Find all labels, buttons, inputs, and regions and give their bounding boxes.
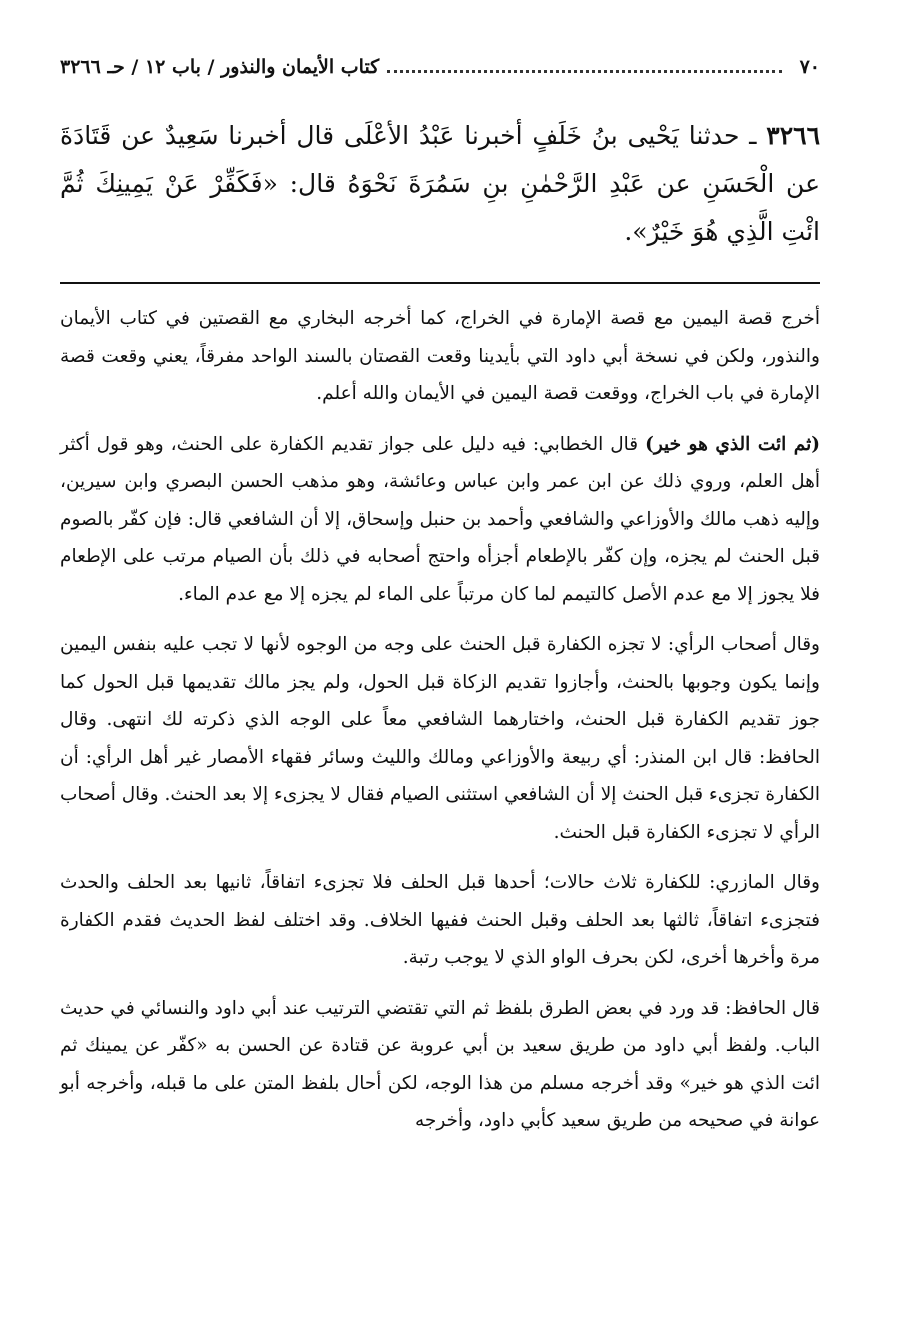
hadith-text-block bbox=[60, 112, 820, 256]
hadith-number: ٣٢٦٦ bbox=[766, 121, 820, 150]
footnote-divider bbox=[60, 282, 820, 284]
commentary-paragraph-2-text: قال الخطابي: فيه دليل على جواز تقديم الكفارة على الحنث، وهو قول أكثر أهل العلم، وروي ذلك عن ابن عمر وابن عباس وعائشة، وهو مذهب الحسن البصري وابن سيرين، وإليه ذهب مالك والأوزاعي والشافعي وأحمد بن حنبل وإسحاق، إلا أن الشافعي قال: فإن كفّر بالصوم قبل الحنث لم يجزه، وإن كفّر بالإطعام أجزأه واحتج أصحابه في ذلك بأن الصيام مرتب على الإطعام فلا يجوز إلا مع عدم الأصل كالتيمم لما كان مرتباً على الماء لم يجزه إلا مع عدم الماء. bbox=[60, 433, 820, 605]
commentary-paragraph-3: وقال أصحاب الرأي: لا تجزه الكفارة قبل الحنث على وجه من الوجوه لأنها لا تجب عليه بنفس اليمين وإنما يكون وجوبها بالحنث، وأجازوا تقديم الزكاة قبل الحول، ولم يجز مالك تقديمها قبل الحول كما جوز تقديم الكفارة قبل الحنث، واختارهما الشافعي معاً على الوجه الذي ذكرته لك انتهى. وقال الحافظ: قال ابن المنذر: أي ربيعة والأوزاعي ومالك والليث وسائر فقهاء الأمصار غير أهل الرأي: أن الكفارة تجزىء قبل الحنث إلا أن الشافعي استثنى الصيام فقال لا يجزىء إلا بعد الحنث. وقال أصحاب الرأي لا تجزىء الكفارة قبل الحنث. bbox=[60, 634, 820, 843]
header-dot-leader bbox=[387, 58, 781, 73]
commentary-lemma: (ثم ائت الذي هو خير) bbox=[645, 433, 820, 455]
commentary-paragraph-4: وقال المازري: للكفارة ثلاث حالات؛ أحدها قبل الحلف فلا تجزىء اتفاقاً، ثانيها بعد الحلف والحدث فتجزىء اتفاقاً، ثالثها بعد الحلف وقبل الحنث ففيها الخلاف. وقد اختلف لفظ الحديث فقدم الكفارة مرة وأخرها أخرى، لكن بحرف الواو الذي لا يوجب رتبة. bbox=[60, 872, 820, 968]
running-title: كتاب الأيمان والنذور / باب ١٢ / حـ ٣٢٦٦ bbox=[60, 56, 380, 78]
page-number: ٧٠ bbox=[799, 56, 820, 78]
commentary bbox=[60, 300, 820, 1140]
commentary-paragraph-5: قال الحافظ: قد ورد في بعض الطرق بلفظ ثم التي تقتضي الترتيب عند أبي داود والنسائي في حديث الباب. ولفظ أبي داود من طريق سعيد بن أبي عروبة عن قتادة عن الحسن به «كفّر عن يمينك ثم ائت الذي هو خير» وقد أخرجه مسلم من هذا الوجه، لكن أحال بلفظ المتن على ما قبله، وأخرجه أبو عوانة في صحيحه من طريق سعيد كأبي داود، وأخرجه bbox=[60, 997, 820, 1131]
commentary-paragraph-2 bbox=[60, 426, 820, 614]
page bbox=[60, 56, 820, 1153]
hadith-text: ـ حدثنا يَحْيى بنُ خَلَفٍ أخبرنا عَبْدُ الأعْلَى قال أخبرنا سَعِيدٌ عن قَتَادَةَ عن الْحَسَنِ عن عَبْدِ الرَّحْمٰنِ بنِ سَمُرَةَ نَحْوَهُ قال: «فَكَفِّرْ عَنْ يَمِينِكَ ثُمَّ ائْتِ الَّذِي هُوَ خَيْرٌ». bbox=[60, 121, 820, 246]
commentary-paragraph-1: أخرج قصة اليمين مع قصة الإمارة في الخراج، كما أخرجه البخاري مع القصتين في كتاب الأيمان والنذور، ولكن في نسخة أبي داود التي بأيدينا وقعت القصتان بالسند الواحد مفرقاً، يعني وقعت قصة الإمارة في باب الخراج، ووقعت قصة اليمين في الأيمان والله أعلم. bbox=[60, 308, 820, 404]
page-header bbox=[60, 56, 820, 90]
